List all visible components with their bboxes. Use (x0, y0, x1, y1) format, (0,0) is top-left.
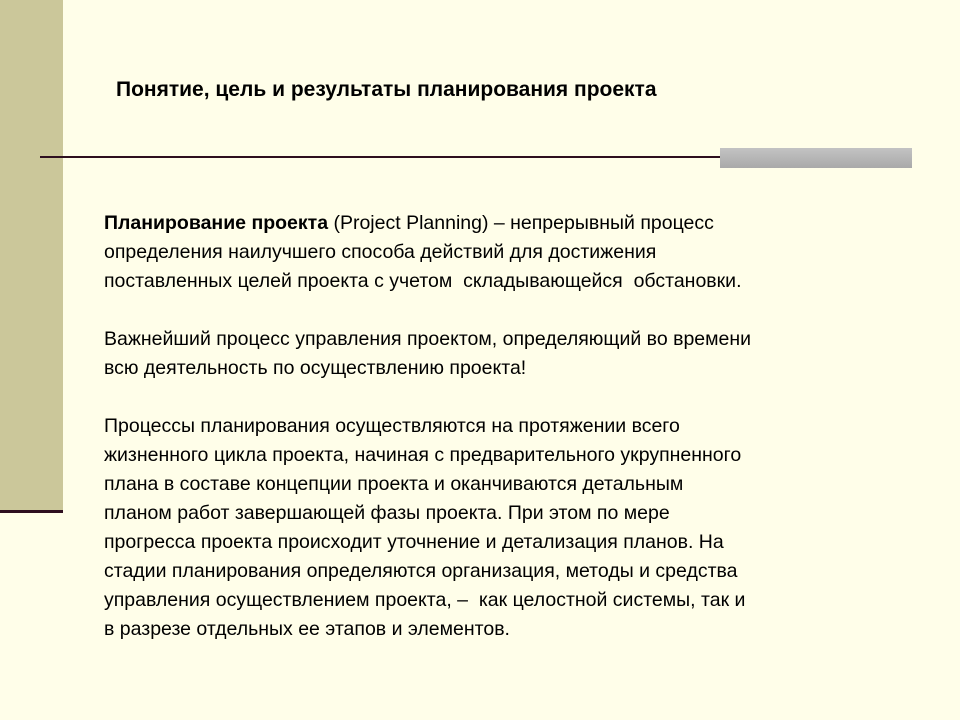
processes-line: планом работ завершающей фазы проекта. При этом по мере (104, 502, 670, 524)
processes-line: жизненного цикла проекта, начиная с предварительного укрупненного (104, 444, 742, 466)
processes-line: стадии планирования определяются организация, методы и средства (104, 560, 738, 582)
side-bar-divider (0, 510, 63, 513)
processes-line: в разрезе отдельных ее этапов и элементов. (104, 618, 510, 640)
slide-title: Понятие, цель и результаты планирования проекта (116, 78, 657, 101)
slide-body (104, 209, 924, 673)
definition-paragraph (104, 209, 924, 296)
definition-line (104, 209, 924, 238)
processes-line: прогресса проекта происходит уточнение и детализация планов. На (104, 531, 724, 553)
processes-line: Процессы планирования осуществляются на протяжении всего (104, 415, 680, 437)
importance-line: всю деятельность по осуществлению проекта! (104, 357, 527, 379)
processes-line: управления осуществлением проекта, – как целостной системы, так и (104, 589, 746, 611)
definition-text: (Project Planning) – непрерывный процесс (328, 212, 714, 234)
definition-term: Планирование проекта (104, 212, 329, 234)
decorative-side-bar (0, 0, 63, 512)
processes-line: плана в составе концепции проекта и оканчиваются детальным (104, 473, 684, 495)
processes-paragraph (104, 412, 924, 644)
title-divider-accent (720, 148, 912, 168)
importance-line: Важнейший процесс управления проектом, определяющий во времени (104, 328, 752, 350)
definition-line: поставленных целей проекта с учетом складывающейся обстановки. (104, 270, 742, 292)
definition-line: определения наилучшего способа действий для достижения (104, 241, 657, 263)
importance-paragraph (104, 325, 924, 383)
